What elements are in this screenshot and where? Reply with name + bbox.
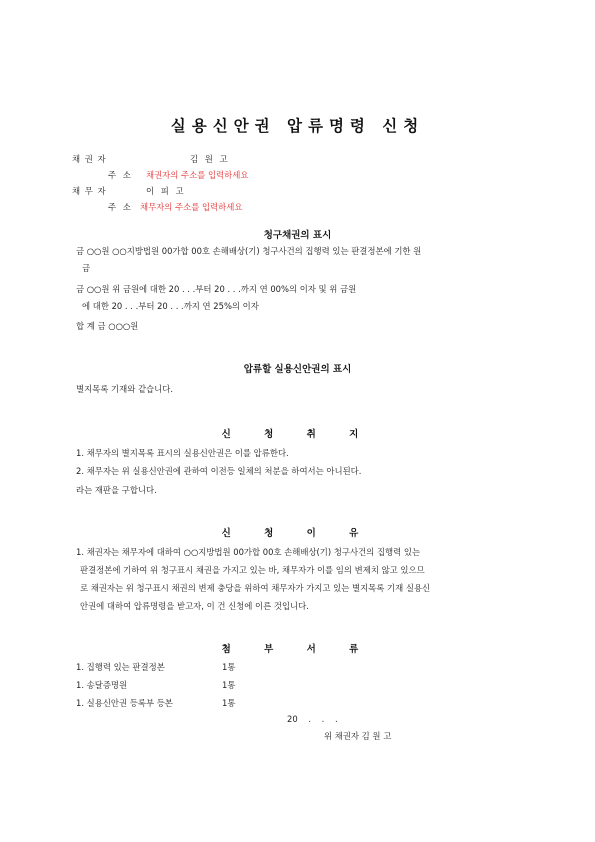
claim-line-1: 금 ○○원 ○○지방법원 00가합 00호 손해배상(기) 청구사건의 집행력 있는 판결정본에 기한 원 [76, 246, 422, 256]
application-date: 20 . . . [287, 714, 338, 724]
attachment-name: 1. 집행력 있는 판결정본 [76, 662, 165, 672]
claim-line-2-continued: 에 대한 20 . . .부터 20 . . .까지 연 25%의 이자 [82, 301, 259, 311]
attachments-heading: 첨 부 서 류 [221, 644, 374, 655]
reason-line-1: 1. 채권자는 채무자에 대하여 ○○지방법원 00가합 00호 손해배상(기) 청구사건의 집행력 있는 [76, 547, 421, 557]
attachment-copies: 1통 [222, 680, 236, 690]
reason-line-3: 로 채권자는 위 청구표시 채권의 변제 충당을 위하여 채무자가 가지고 있는 별지목록 기재 실용신 [80, 583, 431, 593]
reason-line-2: 판결정본에 기하여 위 청구표시 채권을 가지고 있는 바, 채무자가 이를 임의 변제치 않고 있으므 [80, 565, 425, 575]
claim-line-2: 금 ○○원 위 금원에 대한 20 . . .부터 20 . . .까지 연 00%의 이자 및 위 금원 [76, 284, 357, 294]
attachment-name: 1. 송달증명원 [76, 680, 128, 690]
claim-heading: 청구채권의 표시 [263, 230, 332, 241]
claim-line-1-continued: 금 [82, 263, 91, 273]
purpose-line-3: 라는 재판을 구합니다. [76, 485, 157, 495]
debtor-address-field[interactable]: 채무자의 주소를 입력하세요 [140, 202, 243, 212]
creditor-address-label: 주 소 [108, 170, 133, 180]
reason-heading: 신 청 이 유 [221, 528, 374, 539]
purpose-line-2: 2. 채무자는 위 실용신안권에 관하여 이전등 일체의 처분을 하여서는 아니된다. [76, 466, 362, 476]
debtor-label: 채 무 자 [72, 186, 107, 196]
creditor-label: 채 권 자 [72, 154, 107, 164]
claim-total: 합 계 금 ○○○원 [76, 321, 139, 331]
signature-line: 위 채권자 김 원 고 [324, 731, 392, 741]
debtor-address-label: 주 소 [108, 202, 133, 212]
attachment-copies: 1통 [222, 698, 236, 708]
target-heading: 압류할 실용신안권의 표시 [243, 364, 352, 375]
creditor-name: 김 원 고 [190, 154, 230, 164]
debtor-name: 이 피 고 [146, 186, 186, 196]
attachment-item [76, 661, 276, 673]
document-title: 실용신안권 압류명령 신청 [170, 117, 425, 135]
attachment-copies: 1통 [222, 662, 236, 672]
purpose-heading: 신 청 취 지 [221, 429, 374, 440]
creditor-address-field[interactable]: 채권자의 주소를 입력하세요 [146, 170, 249, 180]
reason-line-4: 안권에 대하여 압류명령을 받고자, 이 건 신청에 이른 것입니다. [80, 601, 309, 611]
attachment-item [76, 679, 276, 691]
attachment-name: 1. 실용신안권 등록부 등본 [76, 698, 173, 708]
attachment-item [76, 697, 276, 709]
target-text: 별지목록 기재와 같습니다. [76, 384, 173, 394]
purpose-line-1: 1. 채무자의 별지목록 표시의 실용신안권은 이를 압류한다. [76, 448, 289, 458]
